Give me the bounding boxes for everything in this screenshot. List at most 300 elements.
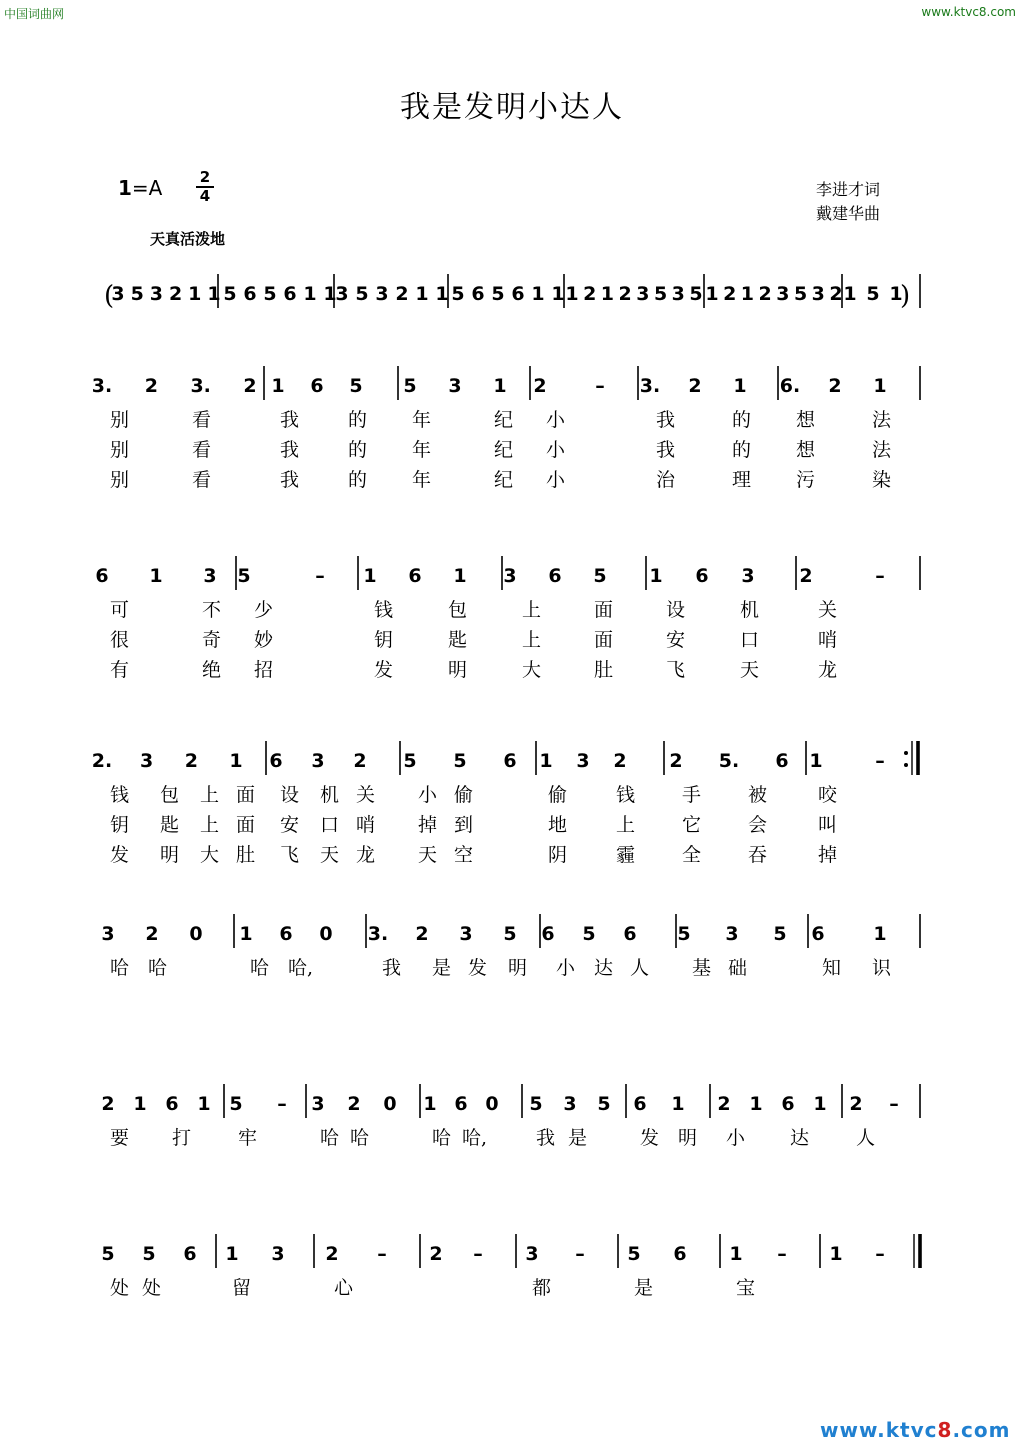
note: 3. [91,375,113,397]
note: 2 [184,750,198,772]
note: 6 [243,283,257,305]
note: 1 [303,283,317,305]
note: 6 [283,283,297,305]
note: 3 [811,283,825,305]
lyric-char: 龙 [818,659,838,681]
lyric-char: 是 [634,1277,654,1299]
note: 5 [677,923,691,945]
note: 5. [718,750,740,772]
note: 6 [511,283,525,305]
note: 3 [311,750,325,772]
note: 2 [828,375,842,397]
note: 5 [403,375,417,397]
note: 1 [873,923,887,945]
lyric-char: 肚 [594,659,614,681]
note: 2 [613,750,627,772]
lyric-char: 面 [594,599,614,621]
lyric-char: 小 [546,469,566,491]
paren-close: ) [900,281,911,311]
lyric-char: 哈 [350,1127,370,1149]
note: 3 [459,923,473,945]
lyric-char: 看 [192,409,212,431]
lyric-char: 很 [110,629,130,651]
note: 1 [740,283,755,305]
note: 1 [423,1093,437,1115]
lyric-char: 想 [796,409,816,431]
lyric-char: 天 [320,844,340,866]
note: 3 [525,1243,539,1265]
note: – [889,1093,899,1115]
lyric-char: 钱 [616,784,636,806]
note: 6 [811,923,825,945]
note: 5 [237,565,251,587]
note: 5 [451,283,465,305]
lyric-char: 机 [740,599,760,621]
note: 5 [773,923,787,945]
note: 1 [551,283,565,305]
note: 6 [95,565,109,587]
note: 6 [279,923,293,945]
note: 1 [565,283,579,305]
note: 1 [149,565,163,587]
song-title: 我是发明小达人 [400,90,624,125]
note: 5 [866,283,880,305]
note: 3 [448,375,462,397]
lyric-char: 偷 [548,784,568,806]
lyric-char: 都 [532,1277,552,1299]
lyric-char: 上 [200,814,220,836]
note: 2 [395,283,409,305]
watermark-bottom-c: .com [952,1418,1011,1442]
lyric-char: 我 [280,469,300,491]
lyric-char: 宝 [736,1277,756,1299]
note: 6 [775,750,789,772]
lyric-char: 发 [374,659,394,681]
note: 3 [149,283,164,305]
lyric-char: 会 [748,814,768,836]
lyric-char: 哈 [148,957,168,979]
note: 5 [142,1243,156,1265]
note: 3 [671,283,685,305]
key-value: =A [131,176,163,200]
note: 3 [101,923,115,945]
note: 6 [408,565,422,587]
lyric-char: 的 [732,409,752,431]
repeat-dot [904,751,908,755]
note: 6 [165,1093,179,1115]
lyric-char: 面 [594,629,614,651]
note: 6 [633,1093,647,1115]
lyric-char: 想 [796,439,816,461]
lyric-char: 上 [616,814,636,836]
lyric-char: 纪 [494,409,514,431]
lyric-char: 明 [160,844,180,866]
note: – [875,565,885,587]
lyric-char: 小 [556,957,576,979]
note: 1 [133,1093,147,1115]
note: – [875,1243,885,1265]
lyric-char: 被 [748,784,768,806]
note: 1 [809,750,823,772]
lyric-char: 有 [110,659,130,681]
note: 3 [140,750,154,772]
lyric-char: 要 [110,1127,130,1149]
lyric-char: 纪 [494,439,514,461]
lyric-char: 看 [192,439,212,461]
lyric-char: 小 [546,439,566,461]
lyric-char: 妙 [254,629,274,651]
note: 2 [799,565,813,587]
note: 2 [429,1243,443,1265]
note: 1 [705,283,719,305]
lyric-char: 口 [320,814,340,836]
lyric-char: 打 [172,1127,192,1149]
note: – [595,375,605,397]
note: – [575,1243,585,1265]
note: 6 [183,1243,197,1265]
note: 3 [563,1093,577,1115]
note: 1 [229,750,243,772]
note: 0 [485,1093,499,1115]
note: 1 [600,283,615,305]
lyric-char: 可 [110,599,130,621]
lyric-char: 础 [728,957,748,979]
note: 5 [130,283,144,305]
note: 6 [269,750,283,772]
lyric-char: 基 [692,957,712,979]
watermark-bottom [820,1418,1010,1442]
lyric-char: 龙 [356,844,376,866]
note: 5 [355,283,369,305]
note: 2 [723,283,737,305]
lyric-char: 口 [740,629,760,651]
lyric-char: 我 [536,1127,556,1149]
note: 2 [101,1093,115,1115]
note: 2 [243,375,257,397]
watermark-bottom-a: www.ktvc [820,1418,938,1442]
note: 0 [319,923,333,945]
lyric-char: 掉 [418,814,438,836]
lyric-char: 手 [682,784,702,806]
lyric-char: 机 [320,784,340,806]
note: 5 [403,750,417,772]
lyric-char: 它 [682,814,702,836]
lyric-char: 的 [348,439,368,461]
lyric-char: 发 [468,957,488,979]
lyric-char: 包 [160,784,180,806]
note: 5 [593,565,607,587]
note: 1 [225,1243,239,1265]
repeat-dot [904,763,908,767]
note: 3 [335,283,349,305]
lyric-char: 年 [412,469,432,491]
note: 5 [653,283,668,305]
lyric-char: 小 [726,1127,746,1149]
note: 5 [101,1243,115,1265]
lyric-char: 我 [280,439,300,461]
lyric-char: 人 [856,1127,876,1149]
lyric-char: 飞 [666,659,686,681]
lyric-char: 哈 [250,957,270,979]
lyric-char: 到 [454,814,474,836]
note: 6 [623,923,637,945]
lyric-char: 的 [348,469,368,491]
note: 5 [529,1093,543,1115]
note: 3 [776,283,790,305]
lyric-char: 哨 [356,814,376,836]
lyric-char: 我 [382,957,402,979]
lyric-char: 哈, [288,957,314,979]
note: 3 [203,565,217,587]
note: 6 [673,1243,687,1265]
note: 1 [539,750,553,772]
lyric-char: 我 [656,439,676,461]
note: 2 [145,923,159,945]
lyric-char: 小 [418,784,438,806]
note: 5 [582,923,596,945]
note: 2 [688,375,702,397]
lyric-char: 是 [568,1127,588,1149]
note: 2 [758,283,772,305]
note: 1 [188,283,202,305]
note: 2 [669,750,683,772]
note: 1 [323,283,337,305]
lyric-char: 年 [412,409,432,431]
note: 2. [91,750,113,772]
note: 1 [453,565,467,587]
note: 5 [491,283,505,305]
lyric-char: 关 [356,784,376,806]
watermark-left: 中国词曲网 [4,7,65,21]
note: 3. [639,375,661,397]
note: 3 [741,565,755,587]
lyric-char: 明 [508,957,528,979]
note: 6 [695,565,709,587]
note: 3. [367,923,389,945]
lyric-char: 哈, [462,1127,488,1149]
lyric-char: 吞 [748,844,768,866]
lyric-char: 空 [454,844,474,866]
lyric-char: 大 [522,659,542,681]
lyric-char: 的 [348,409,368,431]
note: 5 [229,1093,243,1115]
lyric-char: 安 [666,629,686,651]
note: 1 [889,283,903,305]
lyric-char: 安 [280,814,300,836]
paren-open: ( [104,281,115,311]
note: 1 [671,1093,685,1115]
note: 2 [618,283,632,305]
lyric-char: 设 [280,784,300,806]
note: 1 [435,283,449,305]
note: 3 [271,1243,285,1265]
note: 1 [271,375,285,397]
lyric-char: 法 [872,439,892,461]
note: 1 [207,283,221,305]
note: 2 [144,375,158,397]
note: 5 [349,375,363,397]
lyric-char: 霾 [616,844,636,866]
note: 1 [749,1093,763,1115]
lyric-char: 钱 [374,599,394,621]
note: 1 [733,375,747,397]
note: 5 [223,283,237,305]
lyric-char: 掉 [818,844,838,866]
note: 6 [781,1093,795,1115]
note: 1 [649,565,663,587]
note: 3 [311,1093,325,1115]
note: 3 [375,283,389,305]
lyric-char: 治 [656,469,676,491]
lyric-char: 纪 [494,469,514,491]
note: 6 [471,283,485,305]
lyric-char: 的 [732,439,752,461]
note: 1 [493,375,507,397]
note: – [377,1243,387,1265]
lyric-char: 达 [790,1127,810,1149]
lyric-char: 上 [522,599,542,621]
note: 3 [111,283,125,305]
note: 6. [779,375,801,397]
lyric-char: 钱 [110,784,130,806]
note: 2 [849,1093,863,1115]
note: 5 [793,283,808,305]
note: 0 [189,923,203,945]
note: 2 [583,283,597,305]
note: 3 [503,565,517,587]
lyric-char: 达 [594,957,614,979]
note: 1 [843,283,857,305]
lyric-char: 发 [110,844,130,866]
lyric-char: 明 [448,659,468,681]
watermark-bottom-b: 8 [937,1418,953,1442]
lyric-char: 面 [236,784,256,806]
note: 2 [325,1243,339,1265]
lyric-char: 招 [254,659,274,681]
lyric-char: 上 [200,784,220,806]
lyric-char: 地 [548,814,568,836]
note: 5 [597,1093,611,1115]
note: 6 [310,375,324,397]
lyric-char: 偷 [454,784,474,806]
lyric-char: 发 [640,1127,660,1149]
lyric-char: 处 [110,1277,130,1299]
composer: 戴建华曲 [816,204,881,223]
lyric-char: 我 [280,409,300,431]
note: 1 [729,1243,743,1265]
note: 1 [363,565,377,587]
lyric-char: 不 [202,599,222,621]
lyricist: 李进才词 [816,180,881,199]
note: 2 [347,1093,361,1115]
note: 3 [576,750,590,772]
lyric-char: 明 [678,1127,698,1149]
lyric-char: 看 [192,469,212,491]
lyric-char: 咬 [818,784,838,806]
lyric-char: 绝 [202,659,222,681]
lyric-char: 钥 [110,814,130,836]
lyric-char: 法 [872,409,892,431]
note: 3 [636,283,650,305]
note: 6 [503,750,517,772]
lyric-char: 飞 [280,844,300,866]
lyric-char: 面 [236,814,256,836]
lyric-char: 叫 [818,814,838,836]
note: 1 [813,1093,827,1115]
lyric-char: 识 [872,957,892,979]
lyric-char: 知 [822,957,842,979]
lyric-char: 别 [110,469,130,491]
key-tonic: 1 [118,176,132,200]
note: 1 [829,1243,843,1265]
note: – [875,750,885,772]
note: 6 [548,565,562,587]
note: 2 [829,283,843,305]
lyric-char: 匙 [448,629,468,651]
lyric-char: 哈 [110,957,130,979]
note: – [277,1093,287,1115]
lyric-char: 钥 [374,629,394,651]
note: 1 [239,923,253,945]
lyric-char: 留 [232,1277,252,1299]
lyric-char: 上 [522,629,542,651]
lyric-char: 人 [630,957,650,979]
note: 6 [541,923,555,945]
note: – [315,565,325,587]
note: 5 [627,1243,641,1265]
note: 5 [453,750,467,772]
note: 2 [415,923,429,945]
lyric-char: 心 [334,1277,354,1299]
note: 3 [725,923,739,945]
lyric-char: 奇 [202,629,222,651]
lyric-char: 天 [418,844,438,866]
note: 0 [383,1093,397,1115]
lyric-char: 包 [448,599,468,621]
lyric-char: 处 [142,1277,162,1299]
lyric-char: 肚 [236,844,256,866]
lyric-char: 阴 [548,844,568,866]
note: 2 [168,283,183,305]
note: 1 [415,283,429,305]
tempo-marking: 天真活泼地 [150,230,226,248]
lyric-char: 年 [412,439,432,461]
note: 5 [263,283,277,305]
lyric-char: 是 [432,957,452,979]
note: – [777,1243,787,1265]
lyric-char: 设 [666,599,686,621]
note: 1 [197,1093,211,1115]
time-top: 2 [199,168,211,186]
lyric-char: 哨 [818,629,838,651]
time-bottom: 4 [199,187,211,205]
note: 6 [454,1093,468,1115]
lyric-char: 大 [200,844,220,866]
lyric-char: 哈 [320,1127,340,1149]
lyric-char: 小 [546,409,566,431]
note: 2 [353,750,367,772]
note: 3. [190,375,211,397]
lyric-char: 全 [682,844,702,866]
watermark-right: www.ktvc8.com [921,5,1016,19]
lyric-char: 别 [110,409,130,431]
lyric-char: 牢 [238,1127,258,1149]
note: 5 [503,923,517,945]
lyric-char: 哈 [432,1127,452,1149]
note: 2 [533,375,547,397]
note: 1 [873,375,887,397]
note: – [473,1243,483,1265]
